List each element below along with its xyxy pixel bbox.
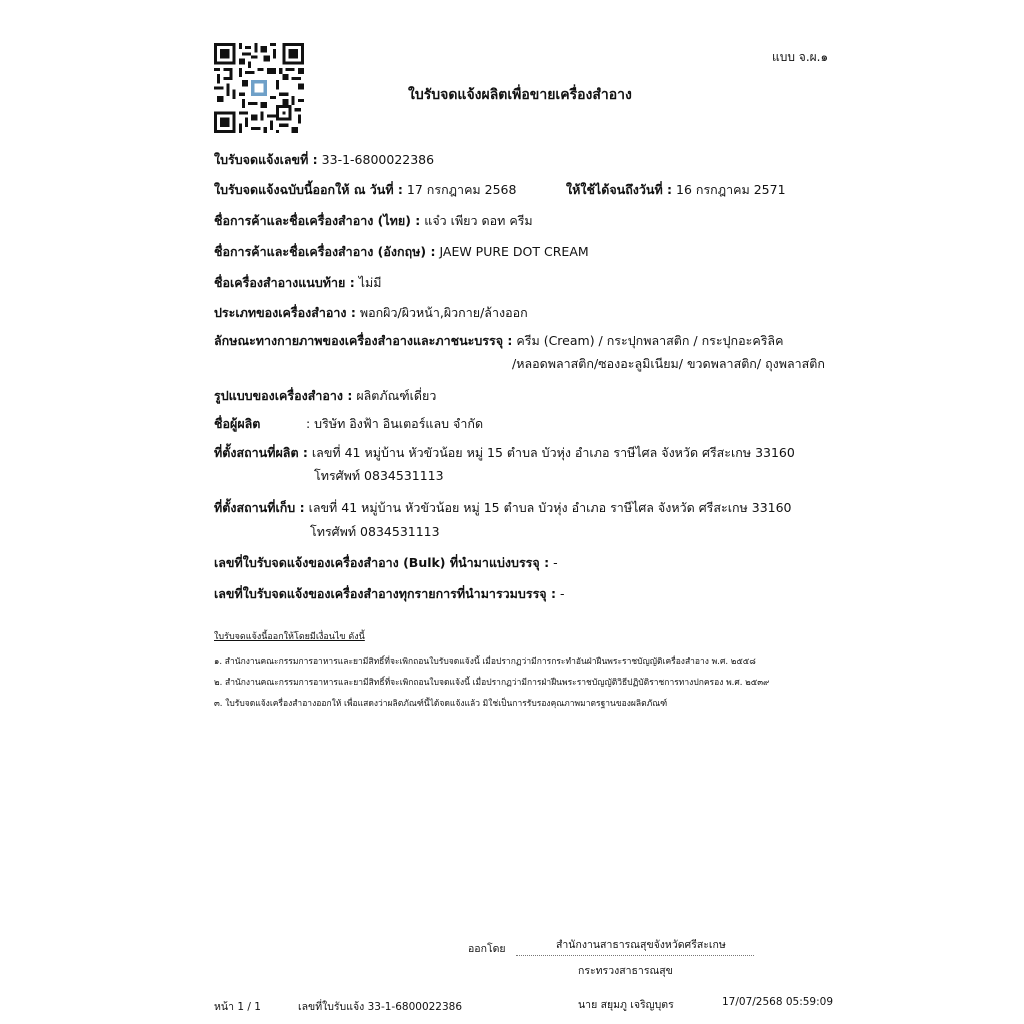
physical-form-label: ลักษณะทางกายภาพของเครื่องสำอางและภาชนะบรรจุ : (214, 333, 513, 348)
name-th-value: แจ๋ว เพียว ดอท ครีม (424, 213, 533, 228)
condition-item-3: ๓. ใบรับจดแจ้งเครื่องสำอางออกให้ เพื่อแสดงว่าผลิตภัณฑ์นี้ได้จดแจ้งแล้ว มิใช่เป็นการรับรองคุณภาพมาตรฐานของผลิตภัณฑ์ (214, 699, 668, 709)
storage-location-label: ที่ตั้งสถานที่เก็บ : (214, 500, 305, 515)
combined-no-label: เลขที่ใบรับจดแจ้งของเครื่องสำอางทุกรายการที่นำมารวมบรรจุ : (214, 586, 556, 601)
valid-until-value: 16 กรกฎาคม 2571 (676, 182, 786, 197)
name-en-label: ชื่อการค้าและชื่อเครื่องสำอาง (อังกฤษ) : (214, 244, 436, 259)
issuer-office: สำนักงานสาธารณสุขจังหวัดศรีสะเกษ (556, 939, 726, 951)
factory-location-label: ที่ตั้งสถานที่ผลิต : (214, 445, 308, 460)
issued-date-value: 17 กรกฎาคม 2568 (406, 182, 517, 197)
receipt-no-value: 33-1-6800022386 (321, 152, 435, 167)
print-timestamp: 17/07/2568 05:59:09 (722, 996, 834, 1008)
receipt-no-label: ใบรับจดแจ้งเลขที่ : (214, 152, 318, 167)
combined-no-value: - (559, 586, 565, 601)
storage-location-value: เลขที่ 41 หมู่บ้าน หัวขัวน้อย หมู่ 15 ตำบล บัวหุ่ง อำเภอ ราษีไศล จังหวัด ศรีสะเกษ 33160 (308, 500, 792, 515)
cosmetic-type-row (214, 303, 528, 323)
issuer-ministry: กระทรวงสาธารณสุข (578, 965, 673, 977)
product-style-row (214, 386, 436, 406)
document-title: ใบรับจดแจ้งผลิตเพื่อขายเครื่องสำอาง (408, 87, 632, 103)
storage-location-row (214, 498, 792, 518)
bulk-no-value: - (553, 555, 558, 570)
form-code: แบบ จ.ผ.๑ (772, 50, 829, 64)
issued-date-row (214, 180, 516, 200)
bulk-no-row (214, 553, 558, 573)
attached-name-row (214, 273, 381, 293)
manufacturer-value: : บริษัท อิงฟ้า อินเตอร์แลบ จำกัด (306, 416, 484, 431)
manufacturer-label: ชื่อผู้ผลิต (214, 416, 261, 431)
product-style-value: ผลิตภัณฑ์เดี่ยว (356, 388, 437, 403)
attached-name-value: ไม่มี (358, 275, 382, 290)
footer-receipt-ref: เลขที่ใบรับแจ้ง 33-1-6800022386 (298, 1001, 463, 1013)
issuer-label: ออกโดย (468, 943, 506, 955)
name-th-label: ชื่อการค้าและชื่อเครื่องสำอาง (ไทย) : (214, 213, 421, 228)
cosmetic-type-label: ประเภทของเครื่องสำอาง : (214, 305, 356, 320)
name-th-row (214, 211, 533, 231)
condition-item-2: ๒. สำนักงานคณะกรรมการอาหารและยามีสิทธิ์ที่จะเพิกถอนใบจดแจ้งนี้ เมื่อปรากฏว่ามีการฝ่าฝืนพระราชบัญญัติวิธีปฏิบัติราชการทางปกครอง พ.ศ. ๒๕๓๙ (214, 678, 770, 688)
issued-date-label: ใบรับจดแจ้งฉบับนี้ออกให้ ณ วันที่ : (214, 182, 403, 197)
qr-code-icon (214, 43, 304, 133)
valid-until-row (566, 180, 786, 200)
storage-phone: โทรศัพท์ 0834531113 (310, 524, 440, 539)
condition-item-1: ๑. สำนักงานคณะกรรมการอาหารและยามีสิทธิ์ที่จะเพิกถอนใบรับจดแจ้งนี้ เมื่อปรากฏว่ามีการกระทำอันฝ่าฝืนพระราชบัญญัติเครื่องสำอาง พ.ศ. ๒๕๕๘ (214, 657, 756, 667)
name-en-row (214, 242, 589, 262)
physical-form-value-line2: /หลอดพลาสติก/ซองอะลูมิเนียม/ ขวดพลาสติก/ ถุงพลาสติก (512, 356, 825, 371)
factory-phone: โทรศัพท์ 0834531113 (314, 468, 444, 483)
combined-no-row (214, 584, 564, 604)
cosmetic-type-value: พอกผิว/ผิวหน้า,ผิวกาย/ล้างออก (359, 305, 528, 320)
physical-form-value: ครีม (Cream) / กระปุกพลาสติก / กระปุกอะคริลิค (516, 333, 784, 348)
bulk-no-label: เลขที่ใบรับจดแจ้งของเครื่องสำอาง (Bulk) ที่นำมาแบ่งบรรจุ : (214, 555, 550, 570)
attached-name-label: ชื่อเครื่องสำอางแนบท้าย : (214, 275, 355, 290)
product-style-label: รูปแบบของเครื่องสำอาง : (214, 388, 353, 403)
valid-until-label: ให้ใช้ได้จนถึงวันที่ : (566, 182, 673, 197)
name-en-value: JAEW PURE DOT CREAM (439, 244, 589, 259)
conditions-title: ใบรับจดแจ้งนี้ออกให้โดยมีเงื่อนไข ดังนี้ (214, 632, 365, 642)
issuer-divider (516, 955, 754, 956)
factory-location-row (214, 443, 795, 463)
page-number: หน้า 1 / 1 (214, 1001, 261, 1013)
receipt-no-row (214, 150, 434, 170)
officer-name: นาย สยุมภู เจริญบุตร (578, 999, 674, 1011)
physical-form-row (214, 331, 783, 351)
factory-location-value: เลขที่ 41 หมู่บ้าน หัวขัวน้อย หมู่ 15 ตำบล บัวหุ่ง อำเภอ ราษีไศล จังหวัด ศรีสะเกษ 33160 (311, 445, 795, 460)
